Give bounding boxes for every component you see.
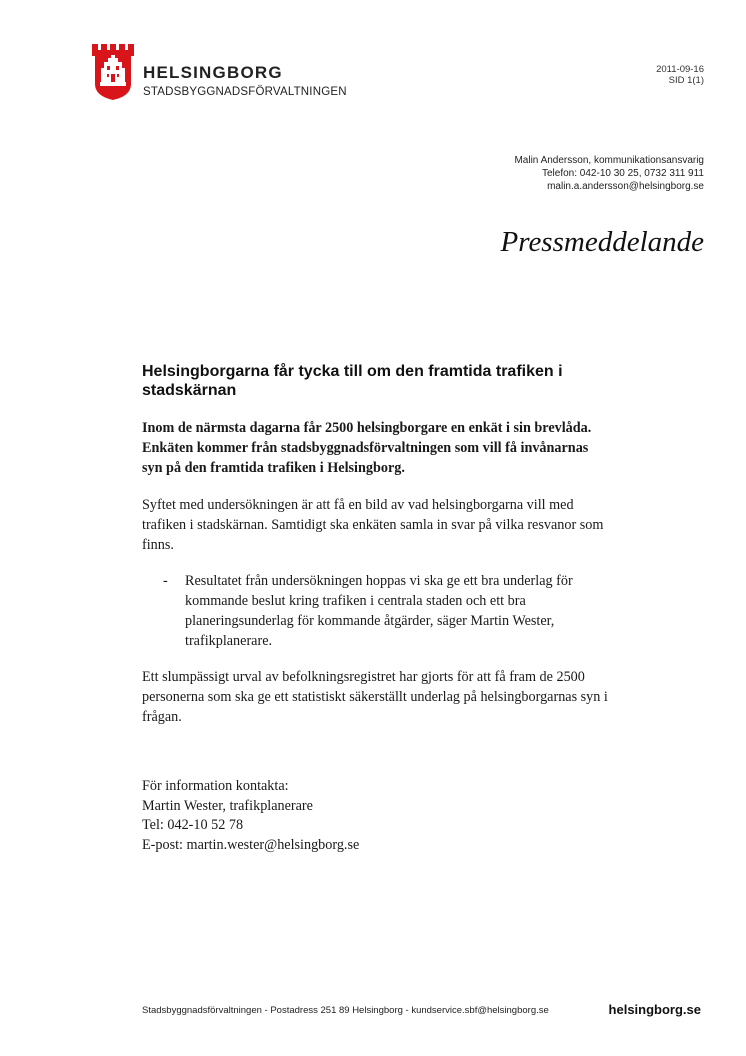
headline: Helsingborgarna får tycka till om den framtida trafiken i stadskärnan: [142, 363, 563, 399]
helsingborg-logo-icon: [92, 44, 134, 100]
article: [142, 362, 612, 743]
contact-phone: Telefon: 042-10 30 25, 0732 311 911: [542, 168, 704, 179]
page-number: SID 1(1): [668, 75, 704, 86]
more-info-phone: Tel: 042-10 52 78: [142, 817, 244, 833]
footer-address: Stadsbyggnadsförvaltningen - Postadress 251 89 Helsingborg - kundservice.sbf@helsingborg.se: [142, 1005, 549, 1016]
brand-name: HELSINGBORG: [143, 63, 283, 82]
body-paragraph-2: Ett slumpässigt urval av befolkningsregistret har gjorts för att få fram de 2500 personerna som ska ge ett statistiskt säkerställt underlag på helsingborgarnas syn i frågan.: [142, 669, 608, 725]
more-info-heading: För information kontakta:: [142, 778, 289, 794]
more-info-block: [142, 777, 359, 855]
more-info-email: E-post: martin.wester@helsingborg.se: [142, 836, 360, 853]
body-paragraph-1: Syftet med undersökningen är att få en bild av vad helsingborgarna vill med trafiken i stadskärnan. Samtidigt ska enkäten samla in svar på vilka resvanor som finns.: [142, 497, 604, 553]
quote-dash: -: [163, 573, 168, 589]
contact-name: Malin Andersson, kommunikationsansvarig: [514, 155, 704, 166]
document-type: Pressmeddelande: [500, 226, 704, 258]
more-info-name: Martin Wester, trafikplanerare: [142, 797, 313, 814]
quote-item: [142, 571, 612, 651]
lead-paragraph: Inom de närmsta dagarna får 2500 helsingborgare en enkät i sin brevlåda. Enkäten kommer från stadsbyggnadsförvaltningen som vill få invånarnas syn på den framtida trafiken i Helsingborg.: [142, 420, 592, 476]
document-date: 2011-09-16: [656, 64, 704, 75]
footer-website: helsingborg.se: [608, 1002, 701, 1017]
department-name: STADSBYGGNADSFÖRVALTNINGEN: [143, 86, 347, 98]
contact-email: malin.a.andersson@helsingborg.se: [547, 181, 704, 192]
document-meta: [656, 64, 704, 86]
contact-block: [514, 154, 704, 193]
quote-text: Resultatet från undersökningen hoppas vi ska ge ett bra underlag för kommande beslut kring trafiken i centrala staden och ett bra planeringsunderlag för kommande åtgärder, säger Martin Wester, trafikplanerare.: [185, 573, 573, 649]
